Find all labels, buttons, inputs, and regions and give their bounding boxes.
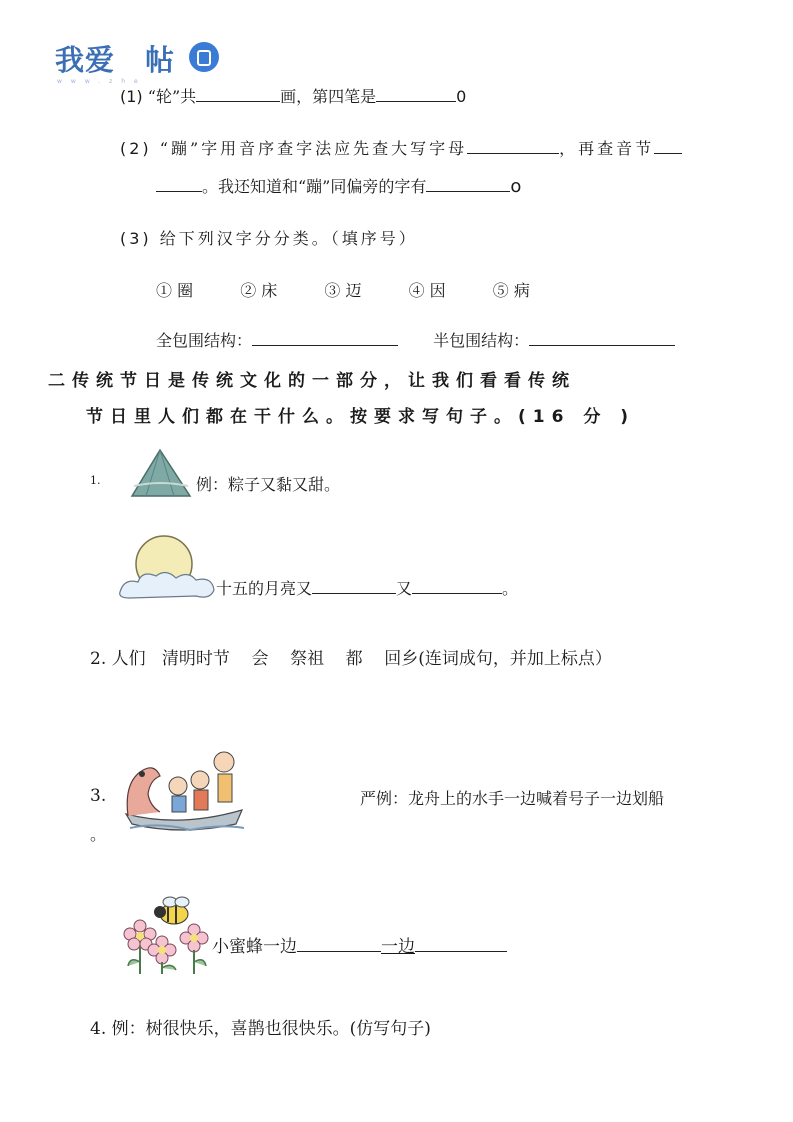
q2-line2-text: 。我还知道和“蹦”同偏旁的字有 [202,177,427,196]
item1-sentence-prefix: 十五的月亮又 [216,579,313,598]
question-2-line1 [120,136,682,159]
q3-options [156,278,530,301]
q3-full-blank[interactable] [252,331,398,346]
moon-cloud-illustration [116,534,220,602]
section2-title-line2: 节日里人们都在干什么。按要求写句子。(16 分 ) [86,407,636,427]
q2-blank-syllable-a[interactable] [654,139,682,154]
q3-half-blank[interactable] [529,331,675,346]
bee-flowers-illustration [120,896,216,976]
item2-text: 2. 人们 清明时节 会 祭祖 都 回乡(连词成句，并加上标点） [90,649,612,669]
q3-text: 给下列汉字分分类。（填序号） [159,229,418,248]
q1-end: 0 [456,87,467,106]
q1-middle: 画，第四笔是 [280,87,377,106]
watermark-badge-icon [189,42,219,72]
q2-blank-same-radical[interactable] [426,177,510,192]
item3-sentence-prefix: 小蜜蜂一边 [212,937,297,957]
watermark-sub: www.zhe [57,78,147,85]
q2-end: o [510,176,522,197]
section2-title-line1: 二传统节日是传统文化的一部分，让我们看看传统 [48,371,576,391]
q2-prefix: “蹦”字用音序查字法应先查大写字母 [159,139,468,158]
q1-blank-strokes[interactable] [196,87,280,102]
question-2-line2 [156,174,521,197]
question-1 [120,84,466,107]
item1-sentence [216,576,518,599]
q3-option-5: ⑤ 病 [492,281,530,300]
item3-blank-1[interactable] [297,937,381,952]
zongzi-illustration [128,446,194,502]
q3-number: (3) [120,229,152,248]
q2-blank-syllable-b[interactable] [156,177,202,192]
watermark-text-2: 帖 [145,43,176,77]
question-3 [120,226,418,249]
item1-example: 例：粽子又黏又甜。 [196,475,341,494]
q3-option-4: ④ 因 [408,281,446,300]
q2-middle: ，再查音节 [559,139,655,158]
q3-option-1: ① 圈 [156,281,194,300]
item3-sentence [212,932,507,957]
item1-blank-1[interactable] [312,579,396,594]
q3-half-label: 半包围结构： [433,331,530,350]
item3-number: 3. [90,786,107,806]
q3-answers [156,328,675,351]
item3-example: 严例：龙舟上的水手一边喊着号子一边划船 [360,789,665,808]
item1-sentence-middle: 又 [396,579,413,598]
item1-sentence-end: 。 [502,579,519,598]
q3-option-3: ③ 迈 [324,281,362,300]
q1-prefix: “轮”共 [147,87,197,106]
item4-text: 4. 例：树很快乐，喜鹊也很快乐。(仿写句子) [90,1019,431,1039]
watermark-text: 我爱 [55,43,116,77]
dragon-boat-illustration [120,744,248,832]
item3-blank-2[interactable] [415,937,507,952]
item1-number: 1. [90,474,101,487]
watermark-logo [55,38,176,85]
item3-sentence-middle: 一边 [381,937,415,957]
q2-number: (2) [120,139,152,158]
q1-number: (1) [120,87,143,106]
q3-option-2: ② 床 [240,281,278,300]
q1-blank-fourth[interactable] [376,87,456,102]
q3-full-label: 全包围结构： [156,331,253,350]
item3-trail: 。 [90,825,107,844]
item1-blank-2[interactable] [412,579,502,594]
q2-blank-letter[interactable] [467,139,559,154]
